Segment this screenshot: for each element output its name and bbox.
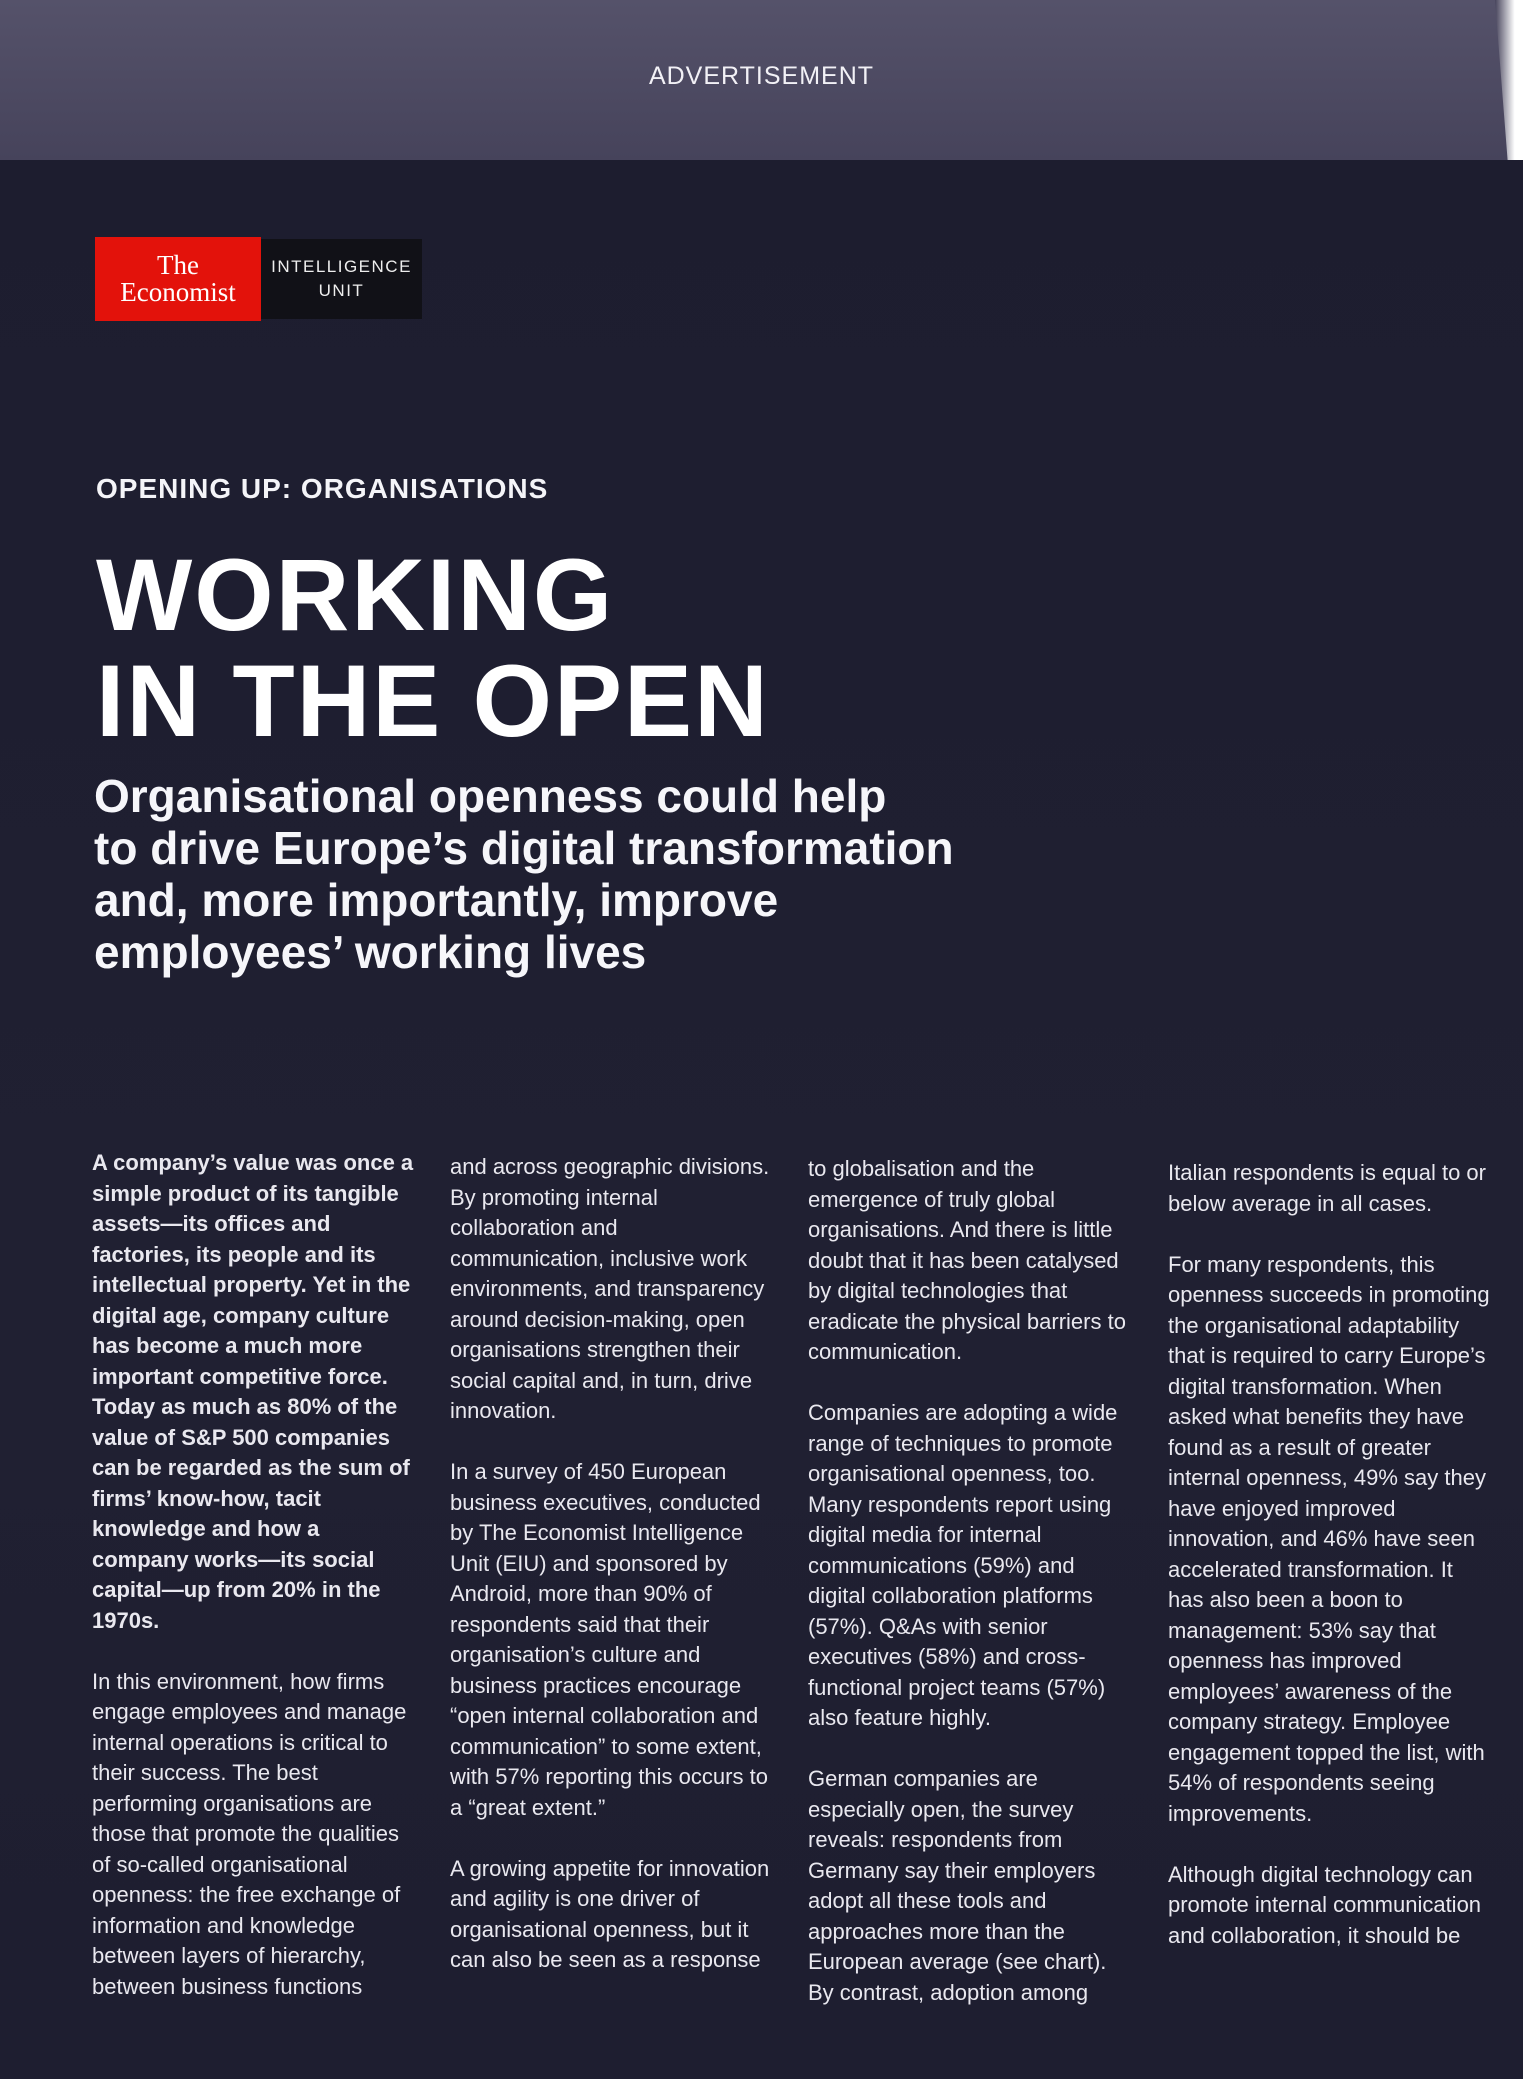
lead-paragraph: A company’s value was once a simple product of its tangible assets—its offices and factories, its people and its intellectual property. Yet in the digital age, company culture has become a much more important competitive force. Today as much as 80% of the value of S&P 500 companies can be regarded as the sum of firms’ know-how, tacit knowledge and how a company works—its social capital—up from 20% in the 1970s. [92,1150,414,1633]
advertisement-banner [0,0,1523,160]
body-paragraph: Companies are adopting a wide range of techniques to promote organisational openness, too. Many respondents report using digital media for internal communications (59%) and digital collaboration platforms (57%). Q&As with senior executives (58%) and cross-functional project teams (57%) also feature highly. [808,1400,1118,1730]
body-paragraph: German companies are especially open, the survey reveals: respondents from Germany say their employers adopt all these tools and approaches more than the European average (see chart). By contrast, adoption among [808,1766,1107,2005]
logo-unit-line1: INTELLIGENCE [271,257,412,276]
intelligence-unit-label [261,239,422,319]
body-paragraph: and across geographic divisions. By promoting internal collaboration and communication, inclusive work environments, and transparency around decision-making, open organisations strengthen their social capital and, in turn, drive innovation. [450,1154,770,1423]
standfirst-line: Organisational openness could help [94,770,887,822]
headline-line-2: IN THE OPEN [96,644,770,758]
body-paragraph: Although digital technology can promote internal communication and collaboration, it should be [1168,1861,1482,1948]
body-paragraph: For many respondents, this openness succeeds in promoting the organisational adaptability that is required to carry Europe’s digital transformation. When asked what benefits they have found as a result of greater internal openness, 49% say they have enjoyed improved innovation, and 46% have seen accelerated transformation. It has also been a boon to management: 53% say that openness has improved employees’ awareness of the company strategy. Employee engagement topped the list, with 54% of respondents seeing improvements. [1168,1251,1490,1826]
body-column-2 [450,1152,772,2006]
body-paragraph: In a survey of 450 European business executives, conducted by The Economist Intelligence Unit (EIU) and sponsored by Android, more than 90% of respondents said that their organisation’s culture and business practices encourage “open internal collaboration and communication” to some extent, with 57% reporting this occurs to a “great extent.” [450,1459,768,1820]
body-column-4 [1168,1158,1490,1982]
standfirst-line: employees’ working lives [94,926,647,978]
standfirst-line: and, more importantly, improve [94,874,779,926]
logo-unit-line2: UNIT [318,281,365,300]
economist-logo-mark [95,237,261,321]
body-column-3 [808,1154,1130,2039]
section-kicker: OPENING UP: ORGANISATIONS [96,473,549,504]
body-paragraph: A growing appetite for innovation and agility is one driver of organisational openness, but it can also be seen as a response [450,1855,770,1972]
headline [96,538,770,758]
logo-economist: Economist [120,277,236,307]
headline-line-1: WORKING [96,538,615,652]
body-paragraph: to globalisation and the emergence of truly global organisations. And there is little doubt that it has been catalysed by digital technologies that eradicate the physical barriers to communication. [808,1156,1126,1364]
economist-intelligence-unit-logo [95,237,422,321]
body-paragraph: Italian respondents is equal to or below average in all cases. [1168,1160,1486,1216]
logo-the: The [157,250,199,280]
body-column-1 [92,1148,414,2033]
standfirst [94,770,1094,978]
body-paragraph: In this environment, how firms engage employees and manage internal operations is critical to their success. The best performing organisations are those that promote the qualities of so-called organisational openness: the free exchange of information and knowledge between layers of hierarchy, between business functions [92,1668,407,1999]
advertisement-label: ADVERTISEMENT [648,62,875,90]
standfirst-line: to drive Europe’s digital transformation [94,822,954,874]
